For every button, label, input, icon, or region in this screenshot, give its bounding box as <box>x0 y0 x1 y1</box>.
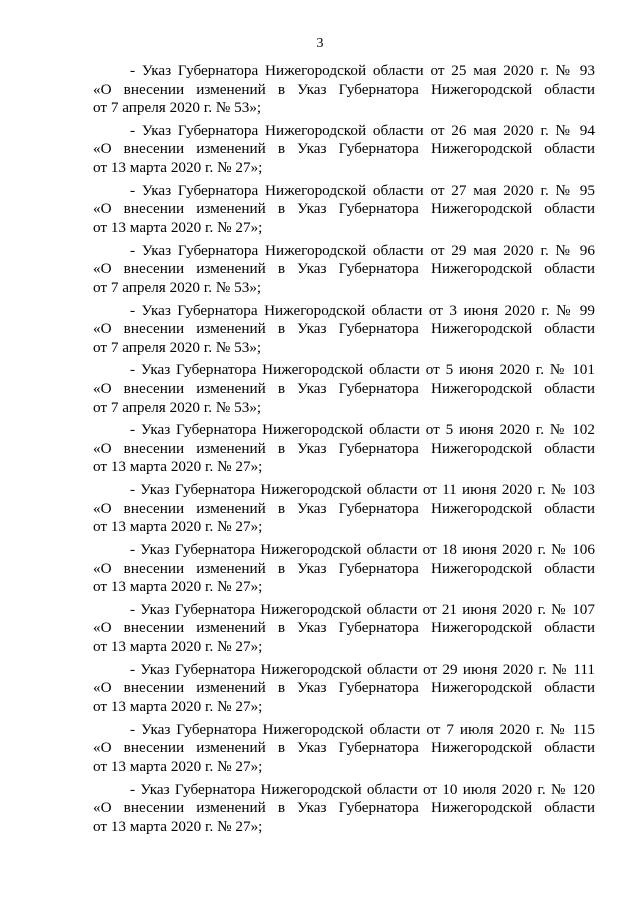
decree-title-line: - Указ Губернатора Нижегородской области от 11 июня 2020 г. № 103 <box>130 481 595 499</box>
decree-reference-line: от 7 апреля 2020 г. № 53»; <box>93 278 262 296</box>
decree-reference-line: от 13 марта 2020 г. № 27»; <box>93 638 263 656</box>
decree-reference-line: от 13 марта 2020 г. № 27»; <box>93 458 263 476</box>
decree-title-line: - Указ Губернатора Нижегородской области от 3 июня 2020 г. № 99 <box>130 301 595 319</box>
decree-entry <box>93 122 595 178</box>
decree-subject-line: «О внесении изменений в Указ Губернатора Нижегородской области <box>93 379 595 397</box>
decree-entry <box>93 62 595 118</box>
decree-reference-line: от 13 марта 2020 г. № 27»; <box>93 518 263 536</box>
decree-title-line: - Указ Губернатора Нижегородской области от 29 июня 2020 г. № 111 <box>130 660 595 678</box>
decree-title-line: - Указ Губернатора Нижегородской области от 21 июня 2020 г. № 107 <box>130 600 595 618</box>
decree-subject-line: «О внесении изменений в Указ Губернатора Нижегородской области <box>93 799 595 817</box>
decree-title-line: - Указ Губернатора Нижегородской области от 7 июля 2020 г. № 115 <box>130 720 595 738</box>
decree-entry <box>93 661 595 717</box>
decree-subject-line: «О внесении изменений в Указ Губернатора Нижегородской области <box>93 439 595 457</box>
decree-subject-line: «О внесении изменений в Указ Губернатора Нижегородской области <box>93 679 595 697</box>
decree-title-line: - Указ Губернатора Нижегородской области от 29 мая 2020 г. № 96 <box>130 241 595 259</box>
decree-title-line: - Указ Губернатора Нижегородской области от 25 мая 2020 г. № 93 <box>130 62 595 79</box>
decree-list <box>93 62 595 840</box>
decree-entry <box>93 421 595 477</box>
decree-reference-line: от 13 марта 2020 г. № 27»; <box>93 757 263 775</box>
decree-entry <box>93 601 595 657</box>
decree-subject-line: «О внесении изменений в Указ Губернатора Нижегородской области <box>93 499 595 517</box>
decree-reference-line: от 7 апреля 2020 г. № 53»; <box>93 398 262 416</box>
decree-title-line: - Указ Губернатора Нижегородской области от 5 июня 2020 г. № 102 <box>130 421 595 439</box>
decree-entry <box>93 721 595 777</box>
decree-entry <box>93 302 595 358</box>
decree-entry <box>93 781 595 837</box>
decree-reference-line: от 7 апреля 2020 г. № 53»; <box>93 99 262 117</box>
decree-title-line: - Указ Губернатора Нижегородской области от 26 мая 2020 г. № 94 <box>130 121 595 139</box>
decree-subject-line: «О внесении изменений в Указ Губернатора Нижегородской области <box>93 559 595 577</box>
decree-entry <box>93 541 595 597</box>
decree-title-line: - Указ Губернатора Нижегородской области от 18 июня 2020 г. № 106 <box>130 541 595 558</box>
decree-entry <box>93 481 595 537</box>
decree-subject-line: «О внесении изменений в Указ Губернатора Нижегородской области <box>93 320 595 338</box>
decree-entry <box>93 182 595 238</box>
decree-reference-line: от 13 марта 2020 г. № 27»; <box>93 817 263 835</box>
decree-subject-line: «О внесении изменений в Указ Губернатора Нижегородской области <box>93 140 595 158</box>
decree-subject-line: «О внесении изменений в Указ Губернатора Нижегородской области <box>93 619 595 637</box>
decree-title-line: - Указ Губернатора Нижегородской области от 10 июля 2020 г. № 120 <box>130 780 595 798</box>
decree-reference-line: от 7 апреля 2020 г. № 53»; <box>93 338 262 356</box>
decree-reference-line: от 13 марта 2020 г. № 27»; <box>93 159 263 177</box>
decree-entry <box>93 242 595 298</box>
decree-reference-line: от 13 марта 2020 г. № 27»; <box>93 697 263 715</box>
decree-reference-line: от 13 марта 2020 г. № 27»; <box>93 218 263 236</box>
decree-title-line: - Указ Губернатора Нижегородской области от 5 июня 2020 г. № 101 <box>130 361 595 379</box>
decree-subject-line: «О внесении изменений в Указ Губернатора Нижегородской области <box>93 80 595 98</box>
decree-subject-line: «О внесении изменений в Указ Губернатора Нижегородской области <box>93 739 595 757</box>
decree-subject-line: «О внесении изменений в Указ Губернатора Нижегородской области <box>93 260 595 278</box>
decree-entry <box>93 361 595 417</box>
page-number: 3 <box>316 36 324 51</box>
decree-subject-line: «О внесении изменений в Указ Губернатора Нижегородской области <box>93 200 595 218</box>
decree-reference-line: от 13 марта 2020 г. № 27»; <box>93 578 263 596</box>
decree-title-line: - Указ Губернатора Нижегородской области от 27 мая 2020 г. № 95 <box>130 181 595 199</box>
